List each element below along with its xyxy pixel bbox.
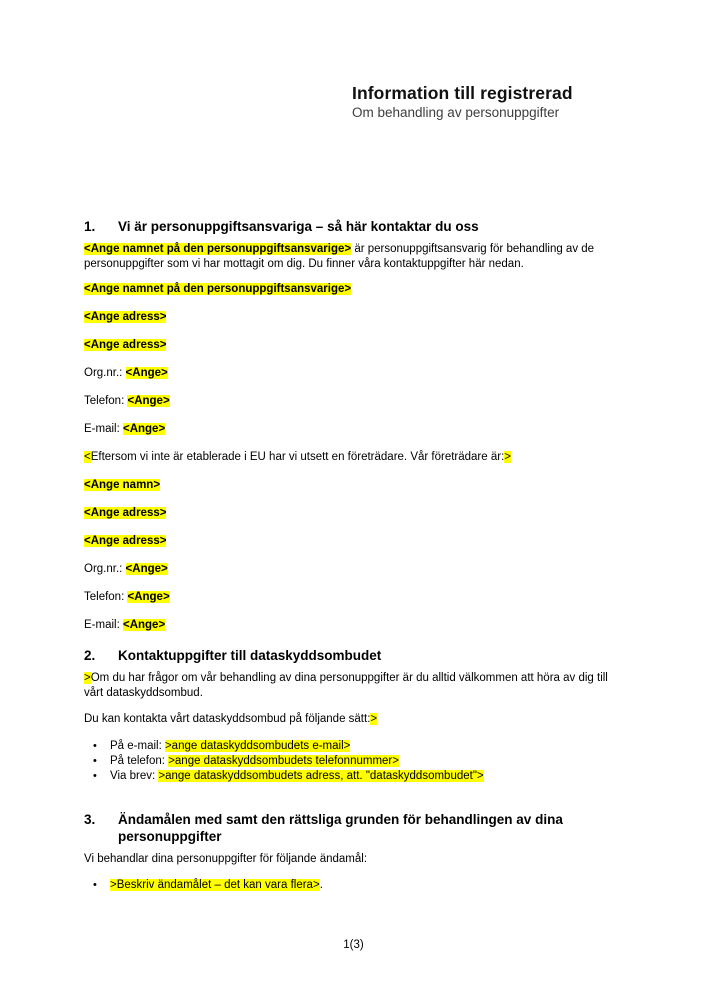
placeholder-controller-name: <Ange namnet på den personuppgiftsansvarige> — [84, 283, 352, 295]
placeholder-dpo-address: >ange dataskyddsombudets adress, att. "dataskyddsombudet"> — [158, 770, 484, 782]
section-3-title: Ändamålen med samt den rättsliga grunden för behandlingen av dina personuppgifter — [118, 812, 563, 844]
representative-address-line-1 — [84, 507, 644, 520]
page-number: 1(3) — [343, 939, 364, 951]
placeholder-address: <Ange adress> — [84, 311, 167, 323]
placeholder-dpo-email: >ange dataskyddsombudets e-mail> — [164, 740, 351, 752]
email-label: E-mail: — [84, 423, 123, 435]
page-footer — [0, 939, 707, 951]
controller-address-line-1 — [84, 311, 644, 324]
placeholder-dpo-phone: >ange dataskyddsombudets telefonnummer> — [168, 755, 399, 767]
placeholder-purpose: >Beskriv ändamålet – det kan vara flera> — [110, 879, 320, 891]
section-1-title: Vi är personuppgiftsansvariga – så här kontaktar du oss — [118, 219, 479, 234]
placeholder-email: <Ange> — [122, 619, 166, 631]
open-mark-highlight: > — [84, 672, 91, 684]
section-3-number: 3. — [84, 812, 96, 827]
purposes-list — [84, 878, 644, 893]
section-3-heading — [84, 811, 644, 845]
representative-note-text: Eftersom vi inte är etablerade i EU har vi utsett en företrädare. Vår företrädare är: — [90, 451, 505, 463]
placeholder-representative-name: <Ange namn> — [84, 479, 161, 491]
representative-note-line — [84, 451, 644, 464]
purpose-suffix: . — [319, 879, 323, 891]
list-item-purpose — [84, 878, 644, 893]
section-1-number: 1. — [84, 219, 96, 234]
representative-orgnr-line — [84, 563, 644, 576]
controller-name-line — [84, 283, 644, 296]
document-subtitle: Om behandling av personuppgifter — [352, 105, 560, 120]
dpo-letter-label: Via brev: — [110, 770, 159, 782]
close-mark-highlight: > — [370, 713, 378, 725]
section-2-paragraph-2-text: Du kan kontakta vårt dataskyddsombud på följande sätt: — [84, 713, 371, 725]
representative-name-line — [84, 479, 644, 492]
controller-email-line — [84, 423, 644, 436]
section-2-paragraph-1 — [84, 671, 629, 701]
section-2-number: 2. — [84, 648, 96, 663]
representative-address-line-2 — [84, 535, 644, 548]
placeholder-phone: <Ange> — [127, 591, 170, 603]
placeholder-email: <Ange> — [122, 423, 166, 435]
controller-orgnr-line — [84, 367, 644, 380]
section-1-heading — [84, 218, 644, 235]
section-2-heading — [84, 647, 644, 664]
representative-phone-line — [84, 591, 644, 604]
dpo-email-label: På e-mail: — [110, 740, 165, 752]
list-item-dpo-email — [84, 739, 644, 754]
bullet-icon: • — [93, 755, 97, 767]
orgnr-label: Org.nr.: — [84, 563, 126, 575]
section-3-paragraph-1: Vi behandlar dina personuppgifter för följande ändamål: — [84, 853, 368, 865]
section-1-intro-text: är personuppgiftsansvarig för behandling av de personuppgifter som vi har mottagit om dig. Du finner våra kontaktuppgifter här nedan. — [84, 243, 595, 270]
placeholder-address: <Ange adress> — [84, 339, 167, 351]
controller-phone-line — [84, 395, 644, 408]
placeholder-controller-name-inline: <Ange namnet på den personuppgiftsansvarige> — [84, 243, 352, 255]
bullet-icon: • — [93, 770, 97, 782]
section-2-paragraph-2 — [84, 712, 629, 727]
bullet-icon: • — [93, 879, 97, 891]
list-item-dpo-letter — [84, 769, 644, 784]
placeholder-address: <Ange adress> — [84, 535, 167, 547]
dpo-phone-label: På telefon: — [110, 755, 169, 767]
document-body — [84, 218, 644, 893]
bullet-icon: • — [93, 740, 97, 752]
representative-email-line — [84, 619, 644, 632]
placeholder-address: <Ange adress> — [84, 507, 167, 519]
close-bracket-highlight: > — [504, 451, 511, 463]
placeholder-orgnr: <Ange> — [125, 563, 168, 575]
phone-label: Telefon: — [84, 591, 128, 603]
orgnr-label: Org.nr.: — [84, 367, 126, 379]
section-1-intro-paragraph — [84, 242, 629, 272]
placeholder-phone: <Ange> — [127, 395, 170, 407]
controller-address-line-2 — [84, 339, 644, 352]
email-label: E-mail: — [84, 619, 123, 631]
section-2-paragraph-1-text: Om du har frågor om vår behandling av dina personuppgifter är du alltid välkommen att höra av dig till vårt dataskyddsombud. — [84, 672, 608, 699]
dpo-contact-list — [84, 739, 644, 784]
placeholder-orgnr: <Ange> — [125, 367, 168, 379]
phone-label: Telefon: — [84, 395, 128, 407]
section-2-title: Kontaktuppgifter till dataskyddsombudet — [118, 648, 382, 663]
document-title: Information till registrerad — [352, 83, 573, 103]
open-bracket-highlight: < — [84, 451, 91, 463]
document-header — [352, 83, 573, 121]
list-item-dpo-phone — [84, 754, 644, 769]
